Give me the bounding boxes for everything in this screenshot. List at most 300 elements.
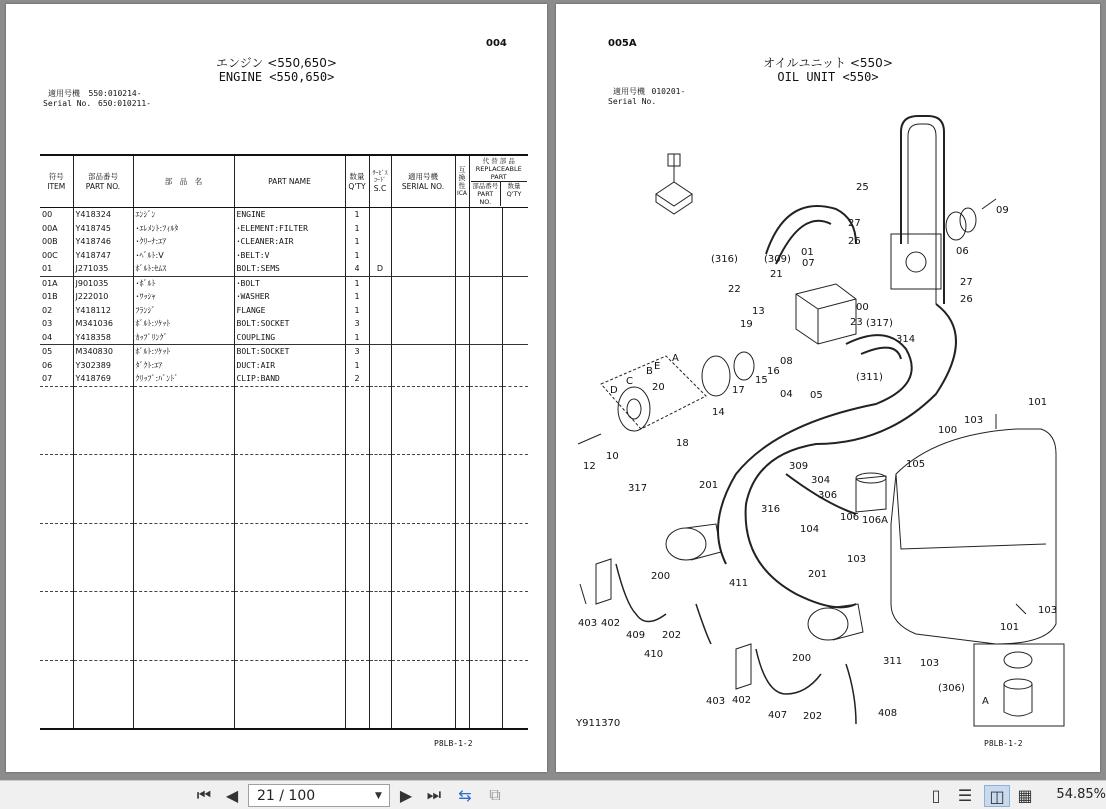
repl-qty-cell (502, 331, 528, 345)
name-jp-cell: ･ｴﾚﾒﾝﾄ:ﾌｨﾙﾀ (133, 222, 234, 236)
empty-cell (133, 619, 234, 633)
empty-cell (455, 427, 469, 441)
qty-cell: 1 (345, 290, 369, 304)
name-jp-cell: ･ｸﾘｰﾅ:ｴｱ (133, 235, 234, 249)
right-footer-code: P8LB-1-2 (984, 739, 1023, 748)
callout-label: 103 (1038, 605, 1058, 616)
empty-cell (40, 414, 73, 428)
empty-cell (469, 674, 502, 688)
serial-cell (391, 359, 455, 373)
callout-label: A (672, 353, 679, 364)
header-replaceable: 代 替 部 品 REPLACEABLE PART 部品番号 PART NO. 数量 Q'TY (469, 155, 528, 208)
callout-label: 10 (606, 451, 619, 462)
callout-label: 409 (626, 630, 646, 641)
callout-label: 103 (964, 415, 984, 426)
part-name-cell: ･BOLT (234, 276, 345, 290)
empty-cell (73, 674, 133, 688)
empty-cell (369, 427, 391, 441)
empty-cell (133, 386, 234, 400)
page-number-input[interactable] (248, 784, 390, 807)
item-cell: 04 (42, 332, 53, 342)
empty-cell (391, 646, 455, 660)
serial-jp-value: 550:010214- (88, 89, 142, 98)
part-no-cell: Y418769 (73, 372, 133, 386)
empty-cell (345, 551, 369, 565)
part-name-cell: ･ELEMENT:FILTER (234, 222, 345, 236)
empty-cell (391, 400, 455, 414)
left-page-number: 004 (486, 38, 507, 49)
callout-label: 317 (628, 483, 648, 494)
empty-cell (73, 619, 133, 633)
empty-cell (369, 688, 391, 702)
repl-part-cell (469, 304, 502, 318)
serial-cell (391, 222, 455, 236)
empty-cell (469, 523, 502, 537)
two-page-icon[interactable]: ◫ (984, 785, 1010, 807)
item-cell: 01A (40, 276, 73, 290)
serial-jp-label: 適用号機 (48, 89, 80, 98)
empty-cell (234, 660, 345, 674)
empty-row (40, 386, 528, 400)
part-no-cell: Y418112 (73, 304, 133, 318)
empty-cell (455, 482, 469, 496)
empty-cell (369, 633, 391, 647)
qty-cell: 1 (345, 276, 369, 290)
empty-cell (369, 592, 391, 606)
empty-cell (40, 646, 73, 660)
left-serial-en (43, 99, 151, 109)
empty-cell (469, 578, 502, 592)
empty-cell (234, 509, 345, 523)
callout-label: 202 (803, 711, 823, 722)
table-row (40, 345, 528, 359)
empty-cell (469, 469, 502, 483)
header-qty: 数量 Q'TY (345, 155, 369, 208)
empty-cell (469, 715, 502, 730)
callout-label: (316) (711, 254, 738, 265)
empty-cell (391, 427, 455, 441)
left-title-jp: エンジン <550,650> (216, 56, 337, 70)
empty-cell (345, 633, 369, 647)
empty-cell (234, 619, 345, 633)
empty-cell (455, 633, 469, 647)
empty-cell (391, 523, 455, 537)
two-continuous-icon[interactable]: ▦ (1017, 785, 1033, 805)
callout-label: 105 (906, 459, 926, 470)
empty-cell (369, 564, 391, 578)
qty-cell: 2 (345, 372, 369, 386)
item-cell: 07 (42, 374, 53, 384)
empty-cell (133, 701, 234, 715)
header-item: 符号 ITEM (40, 155, 73, 208)
empty-cell (469, 606, 502, 620)
repl-qty-cell (502, 359, 528, 373)
empty-cell (345, 578, 369, 592)
empty-cell (133, 646, 234, 660)
empty-cell (345, 441, 369, 455)
item-cell: 01 (42, 264, 53, 274)
sc-cell (369, 235, 391, 249)
empty-cell (40, 660, 73, 674)
empty-cell (369, 674, 391, 688)
empty-cell (133, 427, 234, 441)
last-page-icon[interactable]: ⏭ (426, 785, 442, 804)
ica-cell (455, 372, 469, 386)
empty-cell (40, 715, 73, 730)
table-row (40, 372, 528, 386)
callout-label: 14 (712, 407, 725, 418)
qty-cell: 1 (345, 304, 369, 318)
part-no-cell: J222010 (73, 290, 133, 304)
callout-label: 101 (1000, 622, 1020, 633)
header-serial: 適用号機 SERIAL NO. (391, 155, 455, 208)
empty-cell (73, 578, 133, 592)
callout-label: 309 (789, 461, 809, 472)
repl-qty-cell (502, 317, 528, 331)
table-row (40, 331, 528, 345)
part-no-cell: Y418358 (73, 331, 133, 345)
empty-cell (133, 537, 234, 551)
serial-cell (391, 235, 455, 249)
empty-cell (391, 564, 455, 578)
repl-qty-cell (502, 262, 528, 276)
empty-row (40, 523, 528, 537)
item-cell: 05 (40, 345, 73, 359)
empty-cell (40, 400, 73, 414)
callout-label: 106 (840, 512, 860, 523)
part-no-cell: Y418747 (73, 249, 133, 263)
empty-cell (234, 715, 345, 730)
empty-cell (502, 386, 528, 400)
serial-cell (391, 276, 455, 290)
empty-cell (502, 496, 528, 510)
empty-cell (234, 701, 345, 715)
callout-label: 103 (920, 658, 940, 669)
serial-cell (391, 345, 455, 359)
empty-cell (73, 427, 133, 441)
empty-cell (73, 441, 133, 455)
part-no-cell: Y418746 (73, 235, 133, 249)
empty-cell (469, 564, 502, 578)
empty-cell (391, 537, 455, 551)
empty-cell (391, 441, 455, 455)
empty-row (40, 592, 528, 606)
table-row (40, 262, 528, 276)
serial-cell (391, 262, 455, 276)
empty-row (40, 455, 528, 469)
serial-cell (391, 372, 455, 386)
empty-cell (502, 578, 528, 592)
empty-cell (455, 496, 469, 510)
parts-table (40, 154, 528, 730)
empty-cell (345, 688, 369, 702)
repl-qty-cell (502, 372, 528, 386)
empty-row (40, 688, 528, 702)
empty-cell (345, 427, 369, 441)
repl-part-cell (469, 345, 502, 359)
table-row (40, 235, 528, 249)
empty-cell (73, 469, 133, 483)
name-jp-cell: ｴﾝｼﾞﾝ (133, 208, 234, 222)
empty-cell (133, 523, 234, 537)
empty-cell (345, 509, 369, 523)
empty-cell (391, 455, 455, 469)
callout-label: 21 (770, 269, 783, 280)
empty-cell (455, 455, 469, 469)
empty-cell (455, 414, 469, 428)
empty-cell (391, 469, 455, 483)
zoom-level[interactable]: 54.85% (1056, 787, 1106, 802)
empty-cell (40, 455, 73, 469)
callout-label: 19 (740, 319, 753, 330)
empty-row (40, 701, 528, 715)
repl-part-cell (469, 235, 502, 249)
repl-part-cell (469, 222, 502, 236)
empty-cell (345, 592, 369, 606)
empty-cell (133, 482, 234, 496)
header-name-jp: 部 品 名 (133, 155, 234, 208)
empty-cell (391, 414, 455, 428)
callout-label: 16 (767, 366, 780, 377)
callout-label: 304 (811, 475, 831, 486)
name-jp-cell: ･ﾜｯｼｬ (133, 290, 234, 304)
callout-label: 402 (601, 618, 621, 629)
sc-cell (369, 304, 391, 318)
name-jp-cell: ﾎﾞﾙﾄ:ｿｹｯﾄ (133, 345, 234, 359)
empty-cell (469, 660, 502, 674)
empty-cell (369, 523, 391, 537)
part-no-cell: Y418324 (73, 208, 133, 222)
empty-row (40, 660, 528, 674)
sc-cell (369, 290, 391, 304)
empty-cell (469, 537, 502, 551)
empty-cell (502, 606, 528, 620)
empty-cell (40, 674, 73, 688)
name-jp-cell: ﾎﾞﾙﾄ:ｾﾑｽ (133, 262, 234, 276)
empty-cell (369, 496, 391, 510)
sc-cell (369, 222, 391, 236)
empty-cell (502, 564, 528, 578)
empty-cell (455, 674, 469, 688)
callout-label: 18 (676, 438, 689, 449)
qty-cell: 1 (345, 208, 369, 222)
callout-label: 104 (800, 524, 820, 535)
qty-cell: 3 (345, 345, 369, 359)
empty-cell (133, 674, 234, 688)
empty-cell (234, 551, 345, 565)
ica-cell (455, 262, 469, 276)
empty-cell (502, 469, 528, 483)
empty-cell (502, 523, 528, 537)
left-document-page (6, 4, 547, 772)
empty-cell (469, 592, 502, 606)
empty-cell (369, 441, 391, 455)
empty-cell (40, 551, 73, 565)
empty-cell (234, 469, 345, 483)
empty-cell (234, 646, 345, 660)
empty-cell (40, 386, 73, 400)
empty-cell (234, 592, 345, 606)
part-no-cell: M341036 (73, 317, 133, 331)
callout-label: E (654, 361, 661, 372)
callout-label: (311) (856, 372, 883, 383)
empty-row (40, 551, 528, 565)
serial-cell (391, 331, 455, 345)
sc-cell (369, 345, 391, 359)
callout-label: 103 (847, 554, 867, 565)
repl-qty-cell (502, 304, 528, 318)
single-page-icon[interactable]: ▯ (931, 785, 941, 805)
header-ica: 互 換 性 ICA (455, 155, 469, 208)
empty-cell (40, 701, 73, 715)
callout-label: 411 (729, 578, 749, 589)
empty-cell (234, 688, 345, 702)
empty-cell (369, 551, 391, 565)
right-page-number: 005A (608, 38, 637, 49)
header-part-no: 部品番号 PART NO. (73, 155, 133, 208)
first-page-icon[interactable]: ⏮ (196, 785, 212, 804)
qty-cell: 3 (345, 317, 369, 331)
empty-cell (455, 537, 469, 551)
empty-cell (73, 606, 133, 620)
part-name-cell: ･CLEANER:AIR (234, 235, 345, 249)
empty-cell (455, 523, 469, 537)
sc-cell: D (369, 262, 391, 276)
empty-cell (73, 592, 133, 606)
item-cell: 00 (42, 210, 53, 220)
empty-cell (502, 400, 528, 414)
empty-cell (369, 715, 391, 730)
callout-label: (306) (938, 683, 965, 694)
name-jp-cell: ･ﾎﾞﾙﾄ (133, 276, 234, 290)
empty-cell (73, 455, 133, 469)
part-no-cell: J271035 (73, 262, 133, 276)
empty-cell (391, 619, 455, 633)
continuous-icon[interactable]: ☰ (957, 785, 973, 805)
qty-cell: 4 (345, 262, 369, 276)
callout-label: 26 (848, 236, 861, 247)
empty-cell (133, 551, 234, 565)
empty-cell (73, 688, 133, 702)
ica-cell (455, 276, 469, 290)
empty-row (40, 674, 528, 688)
empty-cell (455, 441, 469, 455)
empty-cell (345, 646, 369, 660)
empty-cell (502, 619, 528, 633)
empty-cell (455, 701, 469, 715)
empty-cell (455, 606, 469, 620)
empty-cell (455, 578, 469, 592)
rotate-icon[interactable]: ⇆ (458, 785, 472, 805)
table-row (40, 290, 528, 304)
prev-page-icon[interactable]: ◀ (225, 785, 239, 805)
callout-label: 200 (651, 571, 671, 582)
empty-cell (133, 469, 234, 483)
empty-cell (40, 688, 73, 702)
empty-cell (345, 400, 369, 414)
empty-row (40, 469, 528, 483)
empty-cell (455, 646, 469, 660)
empty-row (40, 427, 528, 441)
empty-cell (133, 414, 234, 428)
empty-cell (345, 564, 369, 578)
name-jp-cell: ｶｯﾌﾟﾘﾝｸﾞ (133, 331, 234, 345)
header-sc: ｻｰﾋﾞｽ ｺｰﾄﾞ S.C (369, 155, 391, 208)
empty-cell (469, 509, 502, 523)
copy-icon[interactable]: ⧉ (489, 785, 501, 804)
item-cell: 03 (42, 319, 53, 329)
repl-qty-cell (502, 276, 528, 290)
callout-label: 106A (862, 515, 888, 526)
callout-label: 316 (761, 504, 781, 515)
sc-cell (369, 359, 391, 373)
callout-label: 403 (706, 696, 726, 707)
callout-label: 06 (956, 246, 969, 257)
table-row (40, 304, 528, 318)
ica-cell (455, 290, 469, 304)
repl-part-cell (469, 249, 502, 263)
empty-cell (234, 633, 345, 647)
empty-cell (133, 578, 234, 592)
empty-cell (391, 633, 455, 647)
empty-cell (345, 455, 369, 469)
callout-label: 22 (728, 284, 741, 295)
empty-cell (345, 619, 369, 633)
ica-cell (455, 222, 469, 236)
sc-cell (369, 372, 391, 386)
empty-cell (40, 441, 73, 455)
name-jp-cell: ･ﾍﾞﾙﾄ:V (133, 249, 234, 263)
empty-cell (469, 400, 502, 414)
next-page-icon[interactable]: ▶ (399, 785, 413, 805)
empty-cell (345, 537, 369, 551)
right-serial-en: Serial No. (608, 97, 657, 106)
part-name-cell: ENGINE (234, 208, 345, 222)
empty-cell (502, 482, 528, 496)
empty-cell (73, 414, 133, 428)
callout-label: (309) (764, 254, 791, 265)
sc-cell (369, 331, 391, 345)
empty-cell (40, 496, 73, 510)
empty-cell (502, 551, 528, 565)
empty-cell (133, 606, 234, 620)
page-dropdown-icon[interactable]: ▼ (375, 790, 382, 801)
empty-row (40, 441, 528, 455)
name-jp-cell: ｸﾘｯﾌﾟ:ﾊﾞﾝﾄﾞ (133, 372, 234, 386)
empty-cell (455, 386, 469, 400)
item-cell: 00C (42, 250, 58, 260)
repl-part-cell (469, 372, 502, 386)
empty-row (40, 646, 528, 660)
empty-cell (234, 400, 345, 414)
empty-cell (234, 578, 345, 592)
callout-label: 403 (578, 618, 598, 629)
empty-cell (369, 660, 391, 674)
empty-cell (469, 441, 502, 455)
table-row (40, 359, 528, 373)
callout-label: 27 (960, 277, 973, 288)
callout-label: 100 (938, 425, 958, 436)
empty-cell (234, 427, 345, 441)
empty-cell (234, 482, 345, 496)
empty-row (40, 715, 528, 730)
empty-cell (234, 414, 345, 428)
empty-cell (369, 606, 391, 620)
part-name-cell: DUCT:AIR (234, 359, 345, 373)
empty-cell (502, 455, 528, 469)
callout-label: 311 (883, 656, 903, 667)
empty-cell (369, 619, 391, 633)
